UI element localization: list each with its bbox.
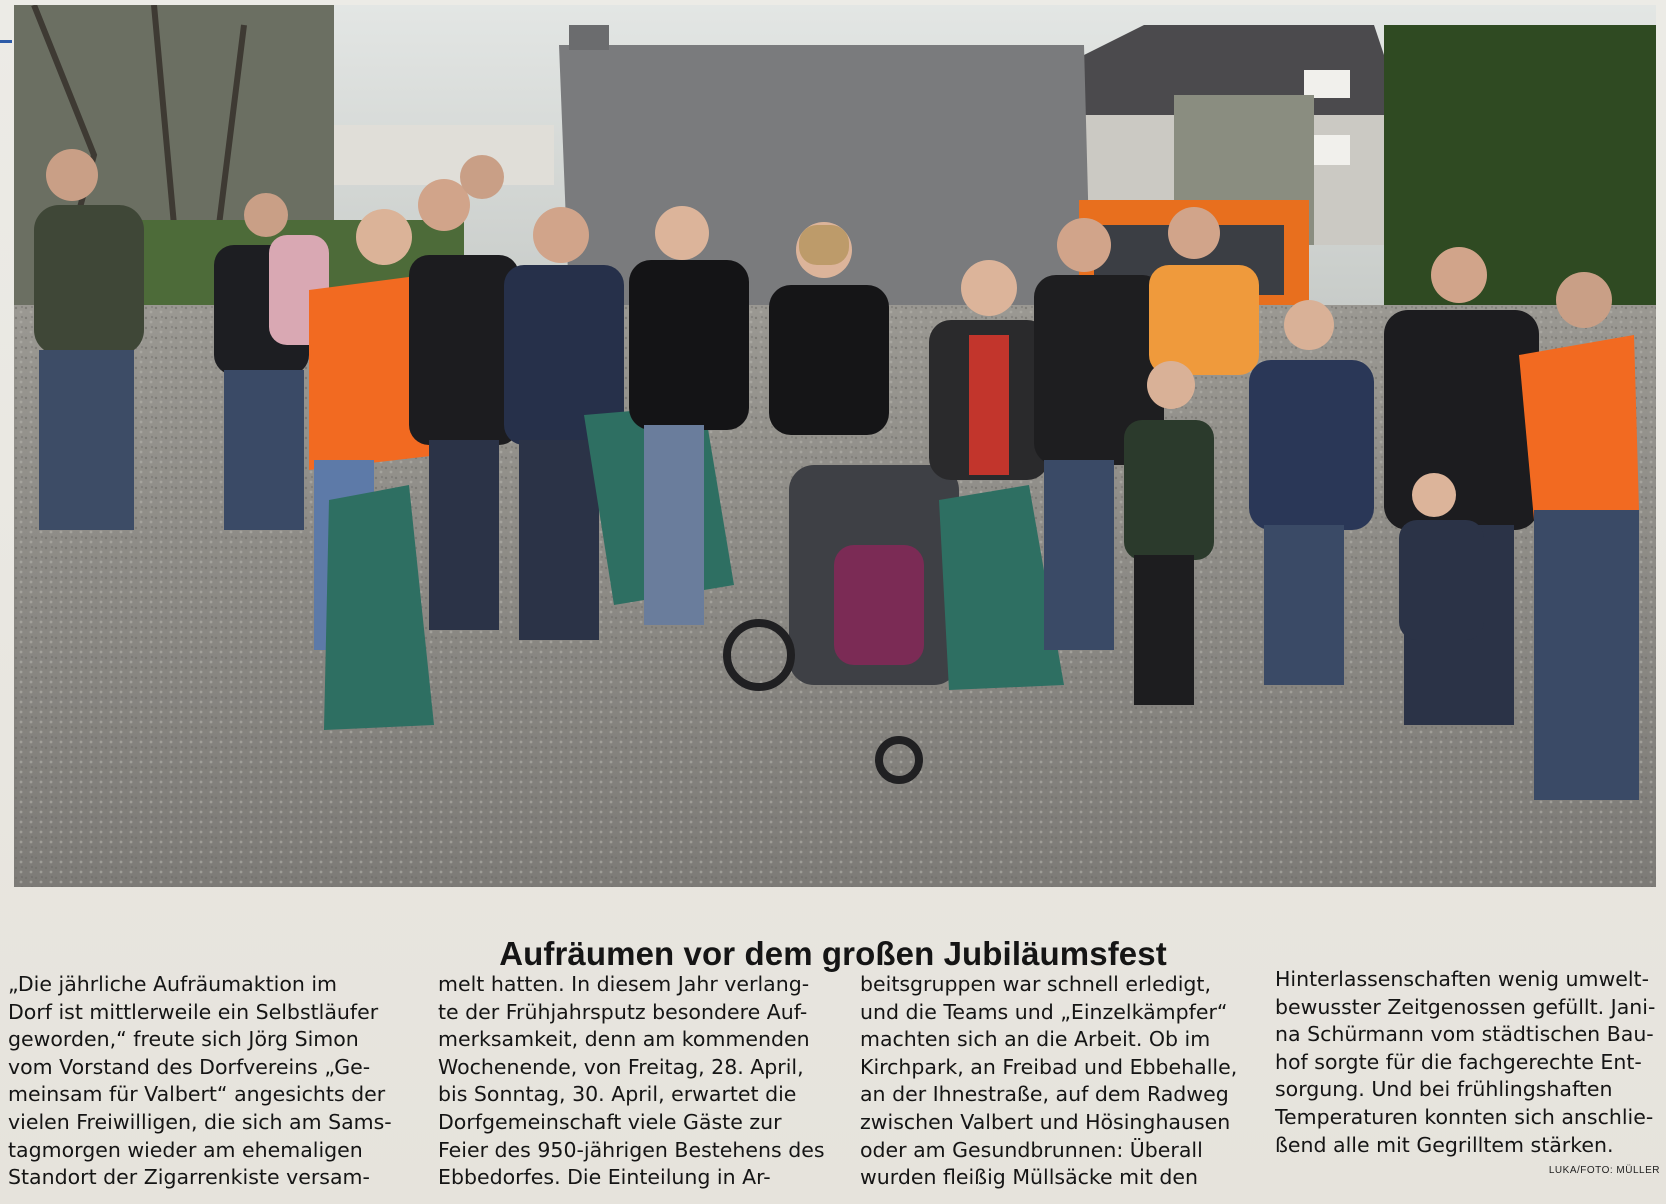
text-line: Hinterlassenschaften wenig umwelt- [1275, 967, 1649, 991]
text-line: beitsgruppen war schnell erledigt, [860, 972, 1211, 996]
text-line: meinsam für Valbert“ angesichts der [8, 1082, 386, 1107]
text-line: „Die jährliche Aufräumaktion im [8, 972, 338, 996]
right-trees [1384, 25, 1656, 345]
text-line: Dorf ist mittlerweile ein Selbstläufer [8, 999, 379, 1024]
article-headline: Aufräumen vor dem großen Jubiläumsfest [499, 935, 1167, 973]
text-line: vom Vorstand des Dorfvereins „Ge- [8, 1054, 371, 1079]
article-column-3 [860, 971, 1237, 1192]
text-line: Feier des 950-jährigen Bestehens des [438, 1137, 825, 1162]
text-line: sorgung. Und bei frühlingshaften [1275, 1077, 1613, 1102]
text-line: Standort der Zigarrenkiste versam- [8, 1165, 370, 1190]
article-column-4 [1275, 966, 1655, 1159]
text-line: Ebbedorfes. Die Einteilung in Ar- [438, 1165, 771, 1190]
text-line: na Schürmann vom städtischen Bau- [1275, 1022, 1654, 1047]
text-line: te der Frühjahrsputz besondere Auf- [438, 999, 808, 1024]
text-line: zwischen Valbert und Hösinghausen [860, 1109, 1231, 1134]
text-line: melt hatten. In diesem Jahr verlang- [438, 972, 810, 996]
text-line: Kirchpark, an Freibad und Ebbehalle, [860, 1054, 1238, 1079]
text-line: und die Teams und „Einzelkämpfer“ [860, 999, 1228, 1024]
text-line: machten sich an die Arbeit. Ob im [860, 1027, 1211, 1052]
article-photo [14, 5, 1656, 887]
text-line: bewusster Zeitgenossen gefüllt. Jani- [1275, 994, 1656, 1019]
text-line: hof sorgte für die fachgerechte Ent- [1275, 1049, 1642, 1074]
text-line: vielen Freiwilligen, die sich am Sams- [8, 1109, 392, 1134]
text-line: merksamkeit, denn am kommenden [438, 1027, 810, 1052]
text-line: Wochenende, von Freitag, 28. April, [438, 1054, 804, 1079]
text-line: geworden,“ freute sich Jörg Simon [8, 1027, 359, 1052]
text-line: ßend alle mit Gegrilltem stärken. [1275, 1132, 1614, 1157]
article-column-1 [8, 971, 392, 1192]
group-photo-illustration [14, 5, 1656, 887]
text-line: bis Sonntag, 30. April, erwartet die [438, 1082, 797, 1107]
text-line: an der Ihnestraße, auf dem Radweg [860, 1082, 1229, 1107]
text-line: Temperaturen konnten sich anschlie- [1275, 1104, 1654, 1129]
text-line: Dorfgemeinschaft viele Gäste zur [438, 1109, 782, 1134]
text-line: tagmorgen wieder am ehemaligen [8, 1137, 363, 1162]
photo-credit: LUKA/FOTO: MÜLLER [1548, 1165, 1660, 1176]
text-line: wurden fleißig Müllsäcke mit den [860, 1165, 1199, 1190]
text-line: oder am Gesundbrunnen: Überall [860, 1137, 1203, 1162]
margin-rule [0, 40, 12, 43]
article-column-2 [438, 971, 825, 1192]
